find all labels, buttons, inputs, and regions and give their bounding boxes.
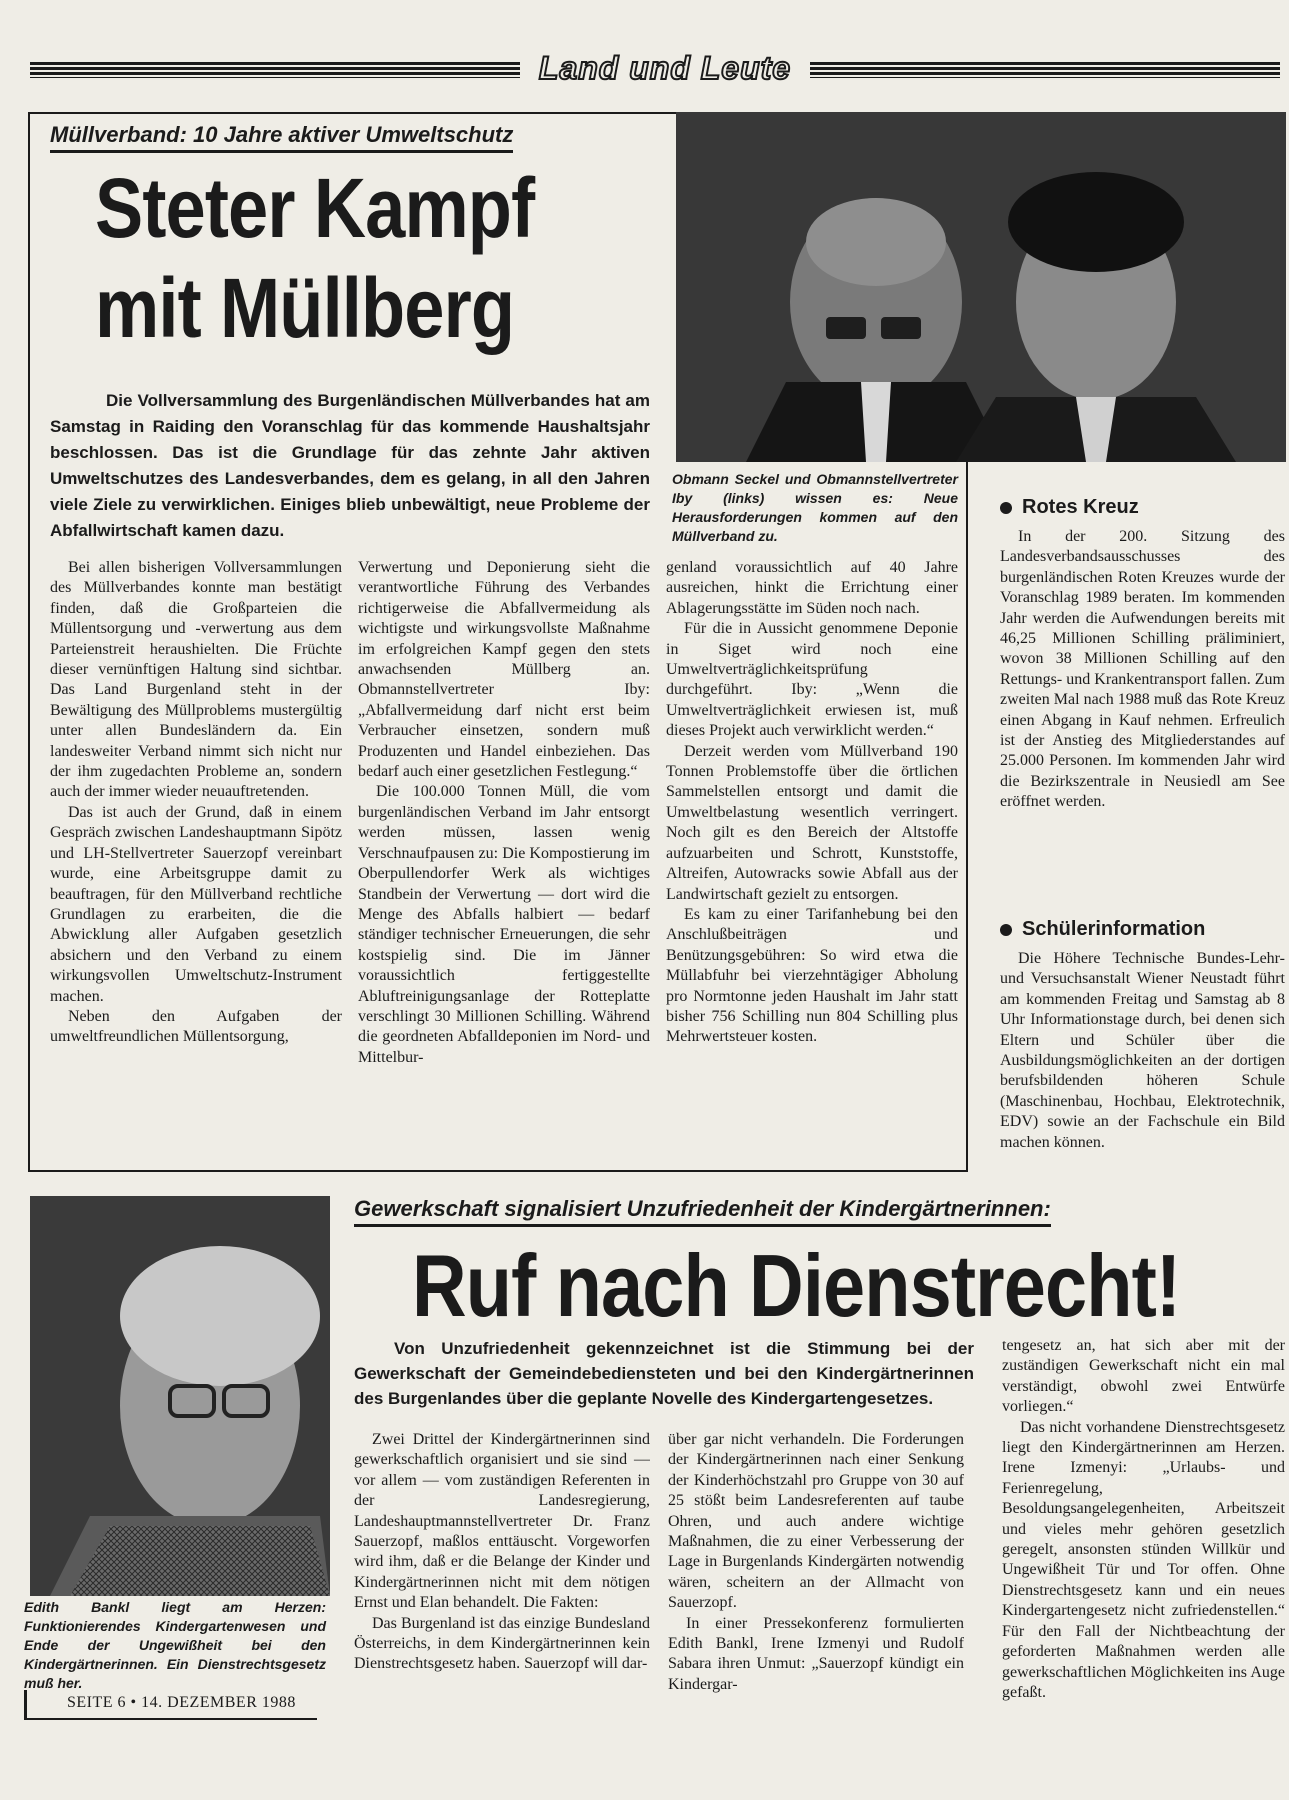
article1-column-3 xyxy=(666,558,958,1160)
headline-line2: mit Müllberg xyxy=(95,261,515,355)
a2c1-p2: Das Burgenland ist das einzige Bundesland Österreichs, in dem Kindergärtnerinnen kein Dienstrechtsgesetz haben. Sauerzopf will dar- xyxy=(354,1614,650,1673)
a2c3-p2: Das nicht vorhandene Dienstrechtsgesetz liegt den Kindergärtnerinnen am Herzen. Irene Izmenyi: „Urlaubs- und Ferienregelung, Besoldungsangelegenheiten, Arbeitszeit und vieles mehr gehören gesetzlich geregelt, ansonsten stünden Willkür und Ungewißheit Tür und Tor offen. Ohne Dienstrechtsgesetz kann und ein neues Kindergartengesetz nicht zufriedenstellen.“ Für den Fall der Nichtbeachtung der geforderten Maßnahmen werden alle gewerkschaftlichen Möglichkeiten ins Auge gefaßt. xyxy=(1002,1418,1285,1701)
sidebar-si-text: Die Höhere Technische Bundes-Lehr- und Versuchsanstalt Wiener Neustadt führt am kommenden Freitag und Samstag ab 8 Uhr Informationstage durch, bei denen sich Eltern und Schüler über die Ausbildungsmöglichkeiten an der dortigen berufsbildenden höheren Schule (Maschinenbau, Hochbau, Elektrotechnik, EDV) sowie an der Fachschule ein Bild machen können. xyxy=(1000,950,1285,1151)
a2c2-p2: In einer Pressekonferenz formulierten Edith Bankl, Irene Izmenyi und Rudolf Sabara ihren Unmut: „Sauerzopf kündigt ein Kindergar- xyxy=(668,1614,964,1693)
article2-headline: Ruf nach Dienstrecht! xyxy=(412,1236,1181,1335)
headline-line1: Steter Kampf xyxy=(95,161,535,255)
article2-lead: Von Unzufriedenheit gekennzeichnet ist die Stimmung bei der Gewerkschaft der Gemeindebediensteten und bei den Kindergärtnerinnen des Burgenlandes über die geplante Novelle des Kindergartengesetzes. xyxy=(354,1339,974,1408)
a1c1-p3: Neben den Aufgaben der umweltfreundlichen Müllentsorgung, xyxy=(50,1007,342,1046)
sidebar-rk-title: Rotes Kreuz xyxy=(1000,496,1285,519)
footer-text: SEITE 6 • 14. DEZEMBER 1988 xyxy=(67,1694,296,1711)
article1-headline xyxy=(95,158,534,358)
bullet-icon xyxy=(1000,502,1012,514)
article1-photo-caption: Obmann Seckel und Obmannstellvertreter Iby (links) wissen es: Neue Herausforderungen kommen auf den Müllverband zu. xyxy=(672,471,958,544)
a1c1-p1: Bei allen bisherigen Vollversammlungen des Müllverbandes konnte man bestätigt finden, daß die Großparteien die Müllentsorgung und -verwertung aus dem Parteienstreit heraushielten. Die Früchte dieser vernünftigen Haltung sind sichtbar. Das Land Burgenland steht in der Bewältigung des Müllproblems mustergültig unter allen Bundesländern da. Ein landesweiter Verband nimmt sich nicht nur der ihm zugedachten Probleme an, sondern auch der immer wieder neuauftretenden. xyxy=(50,559,342,801)
article1-column-1 xyxy=(50,558,342,1160)
header-rule-left xyxy=(30,62,520,78)
a2c2-p1: über gar nicht verhandeln. Die Forderungen der Kindergärtnerinnen nach einer Senkung der Kinderhöchstzahl pro Gruppe von 30 auf 25 stößt beim Landesreferenten auf taube Ohren, und auch andere wichtige Maßnahmen, die zu einer Verbesserung der Lage in Burgenlands Kindergärten notwendig wären, scheitern an der Allmacht von Sauerzopf. xyxy=(668,1431,964,1612)
portrait-photo-image xyxy=(30,1196,330,1596)
article2-column-1 xyxy=(354,1430,650,1720)
a2c3-p1: tengesetz an, hat sich aber mit der zuständigen Gewerkschaft nicht ein mal verständigt, obwohl zwei Entwürfe vorliegen.“ xyxy=(1002,1337,1285,1416)
header-rule-right xyxy=(810,62,1280,78)
a1c2-p2: Die 100.000 Tonnen Müll, die vom burgenländischen Verband im Jahr entsorgt werden müssen, lassen wenig Verschnaufpausen zu: Die Kompostierung im Oberpullendorfer Werk als wichtiges Standbein der Verwertung — dort wird die Menge des Abfalls halbiert — bedarf ständiger technischer Erneuerungen, die sehr kostspielig sind. Die im Jänner voraussichtlich fertiggestellte Abluftreinigungsanlage der Rotteplatte verschlingt 30 Millionen Schilling. Während die geordneten Abfalldeponien im Nord- und Mittelbur- xyxy=(358,783,650,1066)
article2-kicker: Gewerkschaft signalisiert Unzufriedenheit der Kindergärtnerinnen: xyxy=(354,1196,1051,1227)
a1c3-p1: genland voraussichtlich auf 40 Jahre ausreichen, hinkt die Errichtung einer Ablagerungsstätte im Süden noch nach. xyxy=(666,559,958,617)
officials-photo-image xyxy=(676,112,1286,462)
sidebar-schuelerinformation xyxy=(1000,918,1285,1169)
article2-column-3 xyxy=(1002,1336,1285,1726)
a1c3-p4: Es kam zu einer Tarifanhebung bei den Anschlußbeiträgen und Benützungsgebühren: So wird etwa die Müllabfuhr bei vierzehntägiger Abholung pro Normtonne jeden Haushalt im Jahr statt bisher 756 Schilling nun 804 Schilling plus Mehrwertsteuer kosten. xyxy=(666,905,958,1046)
article1-kicker: Müllverband: 10 Jahre aktiver Umweltschutz xyxy=(50,122,513,153)
article1-photo xyxy=(676,112,1286,462)
a2c1-p1: Zwei Drittel der Kindergärtnerinnen sind gewerkschaftlich organisiert und sie sind — vor allem — vom zuständigen Referenten in der Landesregierung, Landeshauptmannstellvertreter Dr. Franz Sauerzopf, maßlos enttäuscht. Vorgeworfen wird ihm, daß er die Belange der Kinder und Kindergärtnerinnen nicht mit dem nötigen Ernst und Elan behandelt. Die Fakten: xyxy=(354,1431,650,1612)
article1-lead: Die Vollversammlung des Burgenländischen Müllverbandes hat am Samstag in Raiding den Voranschlag für das kommende Haushaltsjahr beschlossen. Das ist die Grundlage für das zehnte Jahr aktiven Umweltschutzes des Landesverbandes, dem es gelang, in all den Jahren viele Ziele zu verwirklichen. Einiges blieb unbewältigt, neue Probleme der Abfallwirtschaft kamen dazu. xyxy=(50,391,650,540)
article2-column-2 xyxy=(668,1430,964,1720)
a1c3-p3: Derzeit werden vom Müllverband 190 Tonnen Problemstoffe über die örtlichen Sammelstellen entsorgt und damit die Umweltbelastung wesentlich verringert. Noch gilt es den Bereich der Altstoffe aufzuarbeiten und Schrott, Kunststoffe, Altreifen, Autowracks sowie Abfall aus der Landwirtschaft gezielt zu entsorgen. xyxy=(666,742,958,903)
a1c3-p2: Für die in Aussicht genommene Deponie in Siget wird noch eine Umweltverträglichkeitsprüfung durchgeführt. Iby: „Wenn die Umweltverträglichkeit erwiesen ist, muß dieses Projekt auch verwirklicht werden.“ xyxy=(666,620,958,740)
bullet-icon xyxy=(1000,924,1012,936)
article1-column-2 xyxy=(358,558,650,1160)
a1c1-p2: Das ist auch der Grund, daß in einem Gespräch zwischen Landeshauptmann Sipötz und LH-Stellvertreter Sauerzopf vereinbart wurde, eine Arbeitsgruppe damit zu beauftragen, für den Müllverband rechtliche Grundlagen zu erarbeiten, die die Abwicklung aller Aufgaben gesetzlich absichern und den Verband zu einem wirkungsvollen Umweltschutz-Instrument machen. xyxy=(50,803,342,1005)
sidebar-rotes-kreuz xyxy=(1000,496,1285,857)
footer-box xyxy=(24,1690,317,1720)
a1c2-p1: Verwertung und Deponierung sieht die verantwortliche Führung des Verbandes richtigerweise die Abfallvermeidung als wichtigste und wirkungsvollste Maßnahme im erfolgreichen Kampf gegen den stets anwachsenden Müllberg an. Obmannstellvertreter Iby: „Abfallvermeidung darf nicht erst beim Verbraucher einsetzen, sondern muß Produzenten und Handel einbeziehen. Das bedarf auch einer gesetzlichen Festlegung.“ xyxy=(358,559,650,781)
article2-photo xyxy=(30,1196,330,1596)
article2-photo-caption: Edith Bankl liegt am Herzen: Funktionierendes Kindergartenwesen und Ende der Ungewißheit bei den Kindergärtnerinnen. Ein Dienstrechtsgesetz muß her. xyxy=(24,1599,326,1691)
sidebar-si-title: Schülerinformation xyxy=(1000,918,1285,941)
sidebar-rk-text: In der 200. Sitzung des Landesverbandsausschusses des burgenländischen Roten Kreuzes wurde der Voranschlag 1989 beraten. Im kommenden Jahr werden die Aufwendungen bereits mit 46,25 Millionen Schilling präliminiert, wovon 38 Millionen Schilling auf den Rettungs- und Krankentransport fallen. Zum zweiten Mal nach 1988 muß das Rote Kreuz einen Abgang in Kauf nehmen. Erfreulich ist der Anstieg des Mitgliederstandes auf 25.000 Personen. Im kommenden Jahr wird die Bezirkszentrale in Neusiedl am See eröffnet werden. xyxy=(1000,528,1285,811)
section-banner: Land und Leute xyxy=(538,50,792,86)
